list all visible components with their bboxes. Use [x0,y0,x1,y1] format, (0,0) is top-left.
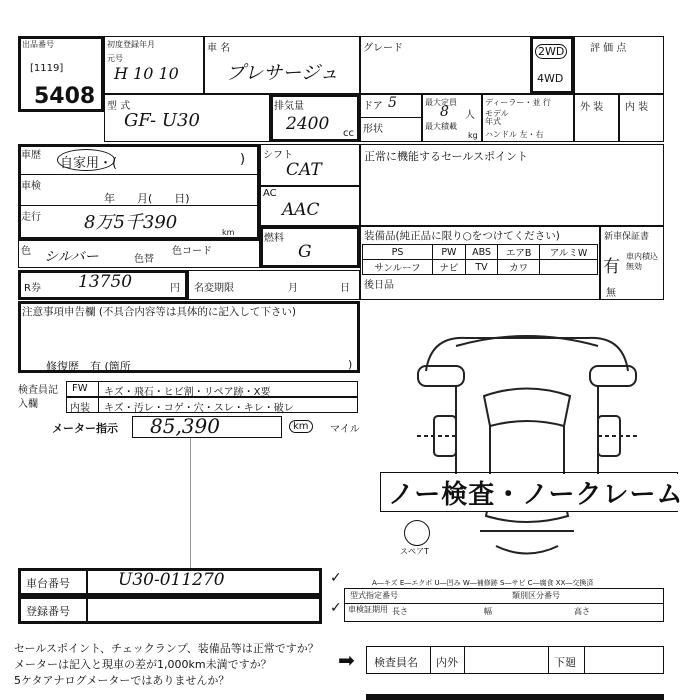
windshield [484,389,570,427]
history-circle [57,149,118,171]
lot-bracket: [1119] [30,63,64,74]
equipment-row-2 [363,260,598,275]
warranty-label: 新車保証書 [604,232,650,242]
check-mark-2: ✓ [330,600,342,616]
equip-blank [539,260,597,275]
equip-pw: PW [433,245,466,260]
width-label: 幅 [484,607,492,616]
shape-label: 形状 [363,124,383,135]
meter-km: km [289,420,313,433]
rear-outline [496,546,558,554]
capacity-value: 8 [440,104,449,120]
name-change-month: 月 [288,283,298,294]
doors-divider [360,117,422,118]
inspector-name-label: 検査員名 [374,656,418,669]
equip-alloy: アルミW [539,245,597,260]
load-label: 最大積載 [425,122,457,131]
repair-label: 修復歴 有 (箇所 [46,360,131,373]
first-reg-value: H 10 10 [114,64,179,83]
shaken-label: 車検 [21,181,41,192]
doors-value: 5 [388,95,397,111]
first-reg-label: 初度登録年月 [107,40,155,49]
recycle-unit: 円 [170,283,180,294]
cert-label: 車検証期用 [348,605,388,614]
mileage-unit: km [222,228,235,237]
model-value: GF- U30 [124,110,200,131]
equipment-row-1 [363,245,598,260]
equip-airbag: エアB [498,245,540,260]
under-label: 下廻 [554,656,576,669]
equip-abs: ABS [465,245,498,260]
height-label: 高さ [574,607,590,616]
shaken-value: 年 月( 日) [104,192,190,205]
front-left-fender [418,366,464,386]
footer-div2 [464,646,465,674]
displacement-label: 排気量 [274,101,304,112]
capacity-label: 最大定員 [425,98,457,107]
category-label: 類別区分番号 [512,591,560,600]
mileage-value: 8万5千390 [84,212,178,233]
meter-mile: マイル [330,424,360,435]
fw-tag: FW [72,383,88,394]
no-inspection-stamp: ノー検査・ノークレーム [388,474,683,511]
meter-value: 85,390 [150,414,220,438]
spare-label: スペアT [400,547,429,556]
inspector-label: 検査員記入欄 [18,385,58,410]
footer-div4 [584,646,585,674]
footer-q1: セールスポイント、チェックランプ、装備品等は正常ですか？ [14,642,319,655]
equip-leather: カワ [498,260,540,275]
spare-tire-icon [404,520,430,546]
footer-div1 [430,646,431,674]
interior-text: キズ・汚レ・コゲ・穴・スレ・キレ・破レ [104,403,294,414]
drive-2wd: 2WD [535,44,567,59]
shift-value: CAT [286,160,322,180]
exterior-label: 外 装 [580,102,604,113]
meter-vline [190,438,191,568]
repair-close: ) [348,358,353,371]
equip-navi: ナビ [433,260,466,275]
ac-label: AC [263,188,277,199]
color-swatch-label: 色替 [134,254,154,265]
footer-q3: 5ケタアナログメーターではありませんか？ [14,674,230,687]
front-right-fender [590,366,636,386]
history-div1 [18,174,260,175]
length-label: 長さ [392,607,408,616]
history-label: 車歴 [21,150,41,161]
footer-q2: メーターは記入と現車の差が1,000km未満ですか？ [14,658,272,671]
displacement-value: 2400 [286,114,330,134]
fuel-value: G [298,242,312,262]
displacement-unit: cc [343,128,354,139]
model-label: 型 式 [107,101,131,112]
era-label: 元号 [107,54,123,63]
spec-hline [344,603,664,604]
inside-label: 内外 [436,656,458,669]
car-name: プレサージュ [226,62,339,84]
name-change-day: 日 [340,283,350,294]
equipment-label: 装備品(純正品に限り○をつけてください) [364,230,560,242]
sales-points-label: 正常に機能するセールスポイント [364,150,529,163]
recycle-label: R券 [24,283,41,294]
warranty-note: 車内積込無効 [626,252,658,271]
warranty-yes: 有 [603,257,620,277]
mileage-label: 走行 [21,212,41,223]
footer-div3 [548,646,549,674]
shift-label: シフト [263,150,293,161]
ac-value: AAC [282,200,320,220]
score-label: 評 価 点 [590,43,627,54]
interior-label: 内 装 [625,102,649,113]
name-change-label: 名変期限 [194,283,234,294]
car-diagram [396,316,658,566]
equip-ps: PS [363,245,433,260]
history-value: 自家用・( [60,156,118,171]
car-name-label: 車 名 [207,43,231,54]
doors-label: ドア [363,101,383,112]
interior-tag: 内装 [70,403,90,414]
lot-number-label: 出品番号 [22,40,54,49]
damage-legend: A―キズ E―エクボ U―凹み W―補修跡 S―サビ C―腐食 XX―交換済 [372,579,594,587]
lot-number: 5408 [34,84,96,109]
equipment-grid [362,244,598,275]
handle-label: ハンドル 左・右 [485,130,544,139]
dealer-label: ディーラー・並 行 [485,98,551,107]
bottom-bar [366,694,664,700]
notes-label: 注意事項申告欄 (不具合内容等は具体的に記入して下さい) [22,306,297,318]
load-unit: kg [468,131,478,140]
drive-4wd: 4WD [537,72,564,85]
history-close: ) [240,152,246,167]
chassis-value: U30-011270 [118,570,225,590]
model-year-label: モデル年式 [485,109,509,126]
inspector-tag-div [98,381,99,413]
type-designation-label: 型式指定番号 [350,591,398,600]
reg-label: 登録番号 [26,605,70,618]
fw-text: キズ・飛石・ヒビ割・リペア跡・X要 [104,387,271,398]
fuel-label: 燃料 [264,233,284,244]
equip-sunroof: サンルーフ [363,260,433,275]
equip-tv: TV [465,260,498,275]
color-code-label: 色コード [172,246,212,257]
check-mark-1: ✓ [330,570,342,586]
chassis-label: 車台番号 [26,577,70,590]
recycle-value: 13750 [78,272,133,292]
arrow-icon: ➡ [338,648,355,672]
meter-label: メーター指示 [52,422,118,435]
grade-label: グレード [363,43,403,54]
capacity-unit: 人 [465,110,475,121]
rear-seat-label: 後日品 [364,280,394,291]
color-label: 色 [21,246,31,257]
color-value: シルバー [44,249,99,265]
warranty-no: 無 [606,288,616,299]
